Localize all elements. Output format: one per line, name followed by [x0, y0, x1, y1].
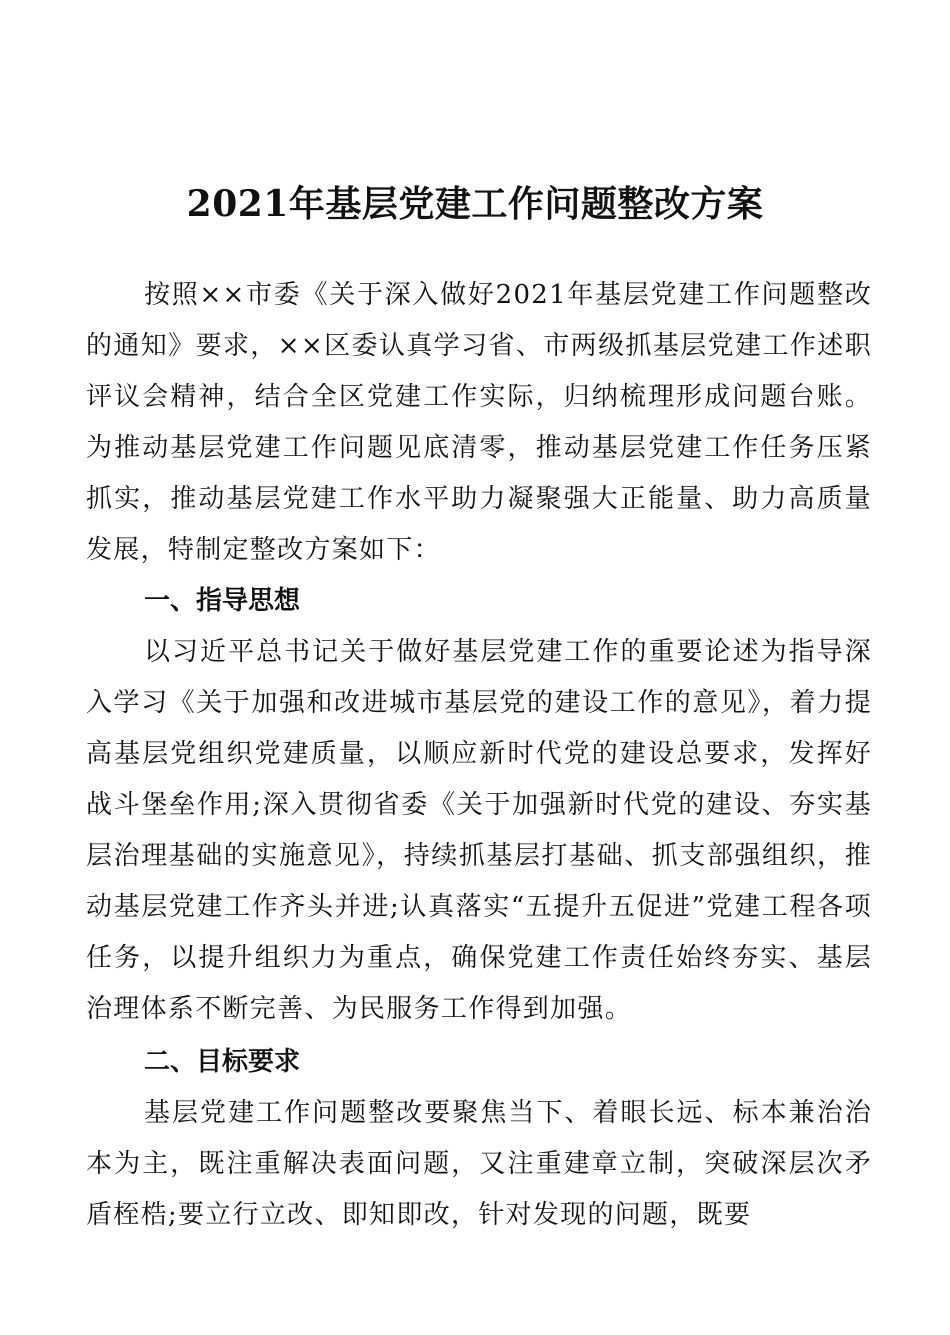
document-title: 2021年基层党建工作问题整改方案 — [186, 183, 764, 225]
section-heading-objectives: 二、目标要求 — [144, 1047, 301, 1077]
section-paragraph-guiding-ideology: 以习近平总书记关于做好基层党建工作的重要论述为指导深入学习《关于加强和改进城市基层党的建设工作的意见》，着力提高基层党组织党建质量，以顺应新时代党的建设总要求，发挥好战斗堡垒作用;深入贯彻省委《关于加强新时代党的建设、夯实基层治理基础的实施意见》，持续抓基层打基础、抓支部强组织，推动基层党建工作齐头并进;认真落实“五提升五促进”党建工程各项任务，以提升组织力为重点，确保党建工作责任始终夯实、基层治理体系不断完善、为民服务工作得到加强。 — [86, 637, 872, 1024]
section-paragraph-objectives: 基层党建工作问题整改要聚焦当下、着眼长远、标本兼治治本为主，既注重解决表面问题，又注重建章立制，突破深层次矛盾桎梏;要立行立改、即知即改，针对发现的问题，既要 — [86, 1098, 872, 1230]
intro-paragraph: 按照××市委《关于深入做好2021年基层党建工作问题整改的通知》要求，××区委认真学习省、市两级抓基层党建工作述职评议会精神，结合全区党建工作实际，归纳梳理形成问题台账。为推动基层党建工作问题见底清零，推动基层党建工作任务压紧抓实，推动基层党建工作水平助力凝聚强大正能量、助力高质量发展，特制定整改方案如下： — [86, 280, 872, 565]
section-heading-guiding-ideology: 一、指导思想 — [144, 586, 301, 616]
document-body — [86, 270, 872, 1241]
